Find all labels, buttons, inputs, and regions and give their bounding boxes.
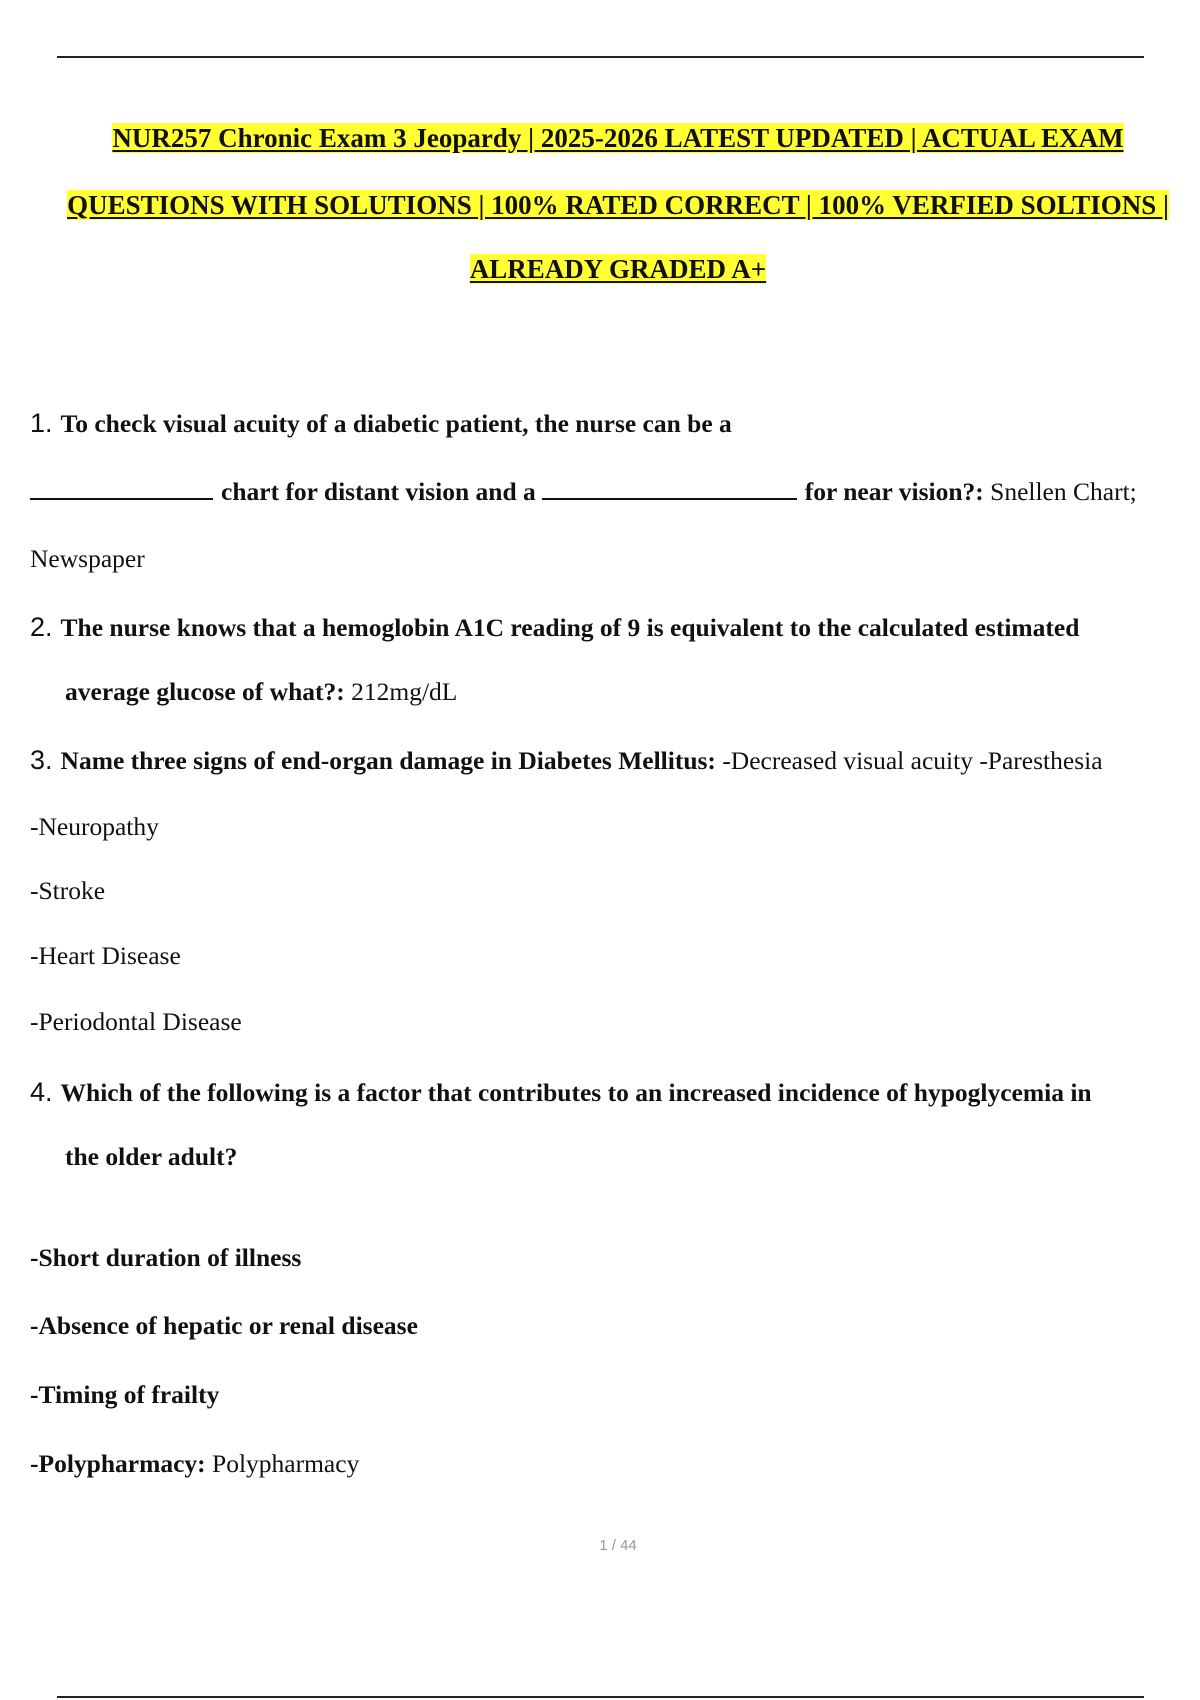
fill-blank: [542, 478, 797, 500]
question-text: The nurse knows that a hemoglobin A1C reading of 9 is equivalent to the calculated estimated: [60, 613, 1080, 642]
question-number: 2.: [30, 612, 53, 642]
question-3: [30, 744, 1103, 777]
top-rule: [57, 56, 1144, 58]
document-title-line-2: QUESTIONS WITH SOLUTIONS | 100% RATED CORRECT | 100% VERFIED SOLTIONS |: [67, 190, 1169, 220]
answer-item: -Neuropathy: [30, 812, 159, 841]
question-number: 4.: [30, 1077, 53, 1107]
question-4: [30, 1076, 1092, 1109]
question-text: for near vision?:: [804, 477, 984, 506]
answer-text: 212mg/dL: [351, 677, 458, 706]
answer-text: Snellen Chart;: [990, 477, 1137, 506]
answer-item: -Heart Disease: [30, 941, 181, 970]
answer-text: -Decreased visual acuity -Paresthesia: [722, 746, 1103, 775]
answer-item: -Periodontal Disease: [30, 1007, 242, 1036]
question-text: To check visual acuity of a diabetic patient, the nurse can be a: [60, 409, 732, 438]
question-1-line-2: [30, 476, 1137, 508]
option-item: -Short duration of illness: [30, 1243, 302, 1272]
document-title-line-3: ALREADY GRADED A+: [469, 254, 767, 284]
answer-item: -Stroke: [30, 876, 106, 905]
question-text: chart for distant vision and a: [221, 477, 536, 506]
question-1: [30, 407, 732, 440]
option-item: -Timing of frailty: [30, 1380, 220, 1409]
question-number: 1.: [30, 408, 53, 438]
question-text: average glucose of what?:: [65, 677, 345, 706]
answer-continuation: Newspaper: [30, 544, 145, 573]
question-text: Name three signs of end-organ damage in Diabetes Mellitus:: [60, 746, 716, 775]
answer-text: Polypharmacy: [212, 1449, 360, 1478]
bottom-rule: [57, 1696, 1144, 1698]
option-item: -Polypharmacy: Polypharmacy: [30, 1449, 360, 1478]
question-text: Which of the following is a factor that contributes to an increased incidence of hypoglycemia in: [60, 1078, 1092, 1107]
document-title-line-1: NUR257 Chronic Exam 3 Jeopardy | 2025-2026 LATEST UPDATED | ACTUAL EXAM: [112, 123, 1124, 153]
option-item: -Absence of hepatic or renal disease: [30, 1311, 418, 1340]
page-indicator: 1 / 44: [599, 1537, 637, 1554]
question-number: 3.: [30, 745, 53, 775]
question-2-line-2: [65, 676, 457, 708]
fill-blank: [30, 478, 213, 500]
question-4-line-2: [65, 1141, 237, 1173]
question-text: the older adult?: [65, 1142, 238, 1171]
question-2: [30, 611, 1079, 644]
